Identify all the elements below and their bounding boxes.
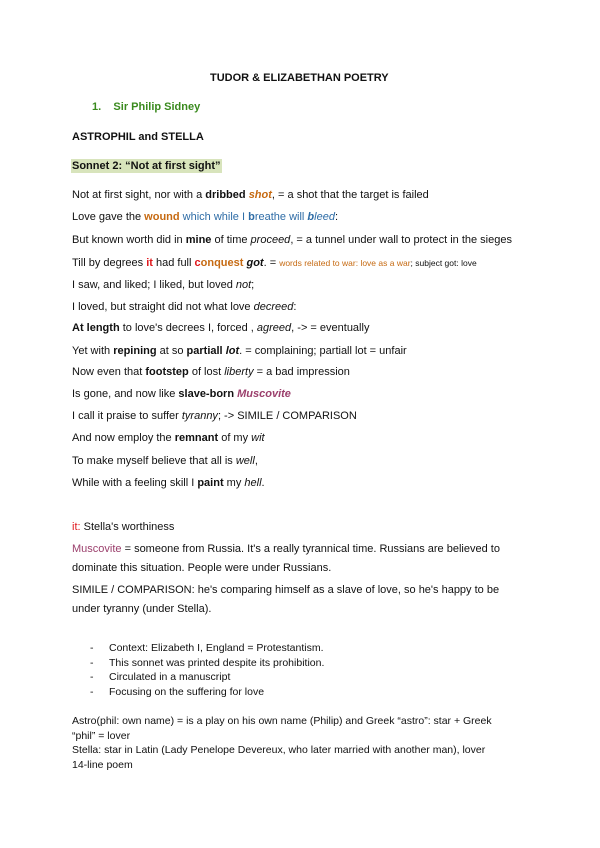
footer-line: 14-line poem (72, 758, 133, 771)
keyword: decreed (253, 301, 294, 313)
text: . (261, 477, 265, 489)
keyword: paint (197, 477, 224, 489)
text: Not at first sight, nor with a (72, 189, 206, 201)
text: Love gave the (72, 211, 145, 223)
note: , = a shot that the target is failed (271, 189, 429, 201)
poem-line-10 (72, 388, 291, 400)
list-item (90, 685, 324, 700)
sonnet-title: Sonnet 2: “Not at first sight” (72, 160, 221, 172)
note-term: it: (72, 521, 81, 533)
poem-line-14 (72, 477, 265, 489)
text: While with a feeling skill I (72, 477, 198, 489)
note: words related to war: love as a war (279, 258, 411, 268)
text: to love's decrees I, forced , (119, 322, 257, 334)
text: Till by degrees (72, 257, 147, 269)
text: . = (263, 257, 280, 269)
text: Yet with (72, 345, 114, 357)
text: : (334, 211, 338, 223)
text: To make myself believe that all is (72, 455, 236, 467)
text: leed (314, 211, 335, 223)
bullet-text: This sonnet was printed despite its prohibition. (109, 656, 325, 669)
poem-line-9 (72, 366, 350, 378)
note-it (72, 521, 174, 533)
note: , = a tunnel under wall to protect in the sieges (290, 234, 512, 246)
text: I saw, and liked; I liked, but loved (72, 279, 236, 291)
note-muscovite (72, 543, 500, 555)
note-simile: SIMILE / COMPARISON: he's comparing himself as a slave of love, so he's happy to be (72, 584, 500, 596)
text: of lost (188, 366, 225, 378)
poem-line-7 (72, 322, 369, 334)
keyword: wit (251, 432, 265, 444)
list-item (90, 656, 324, 671)
footer-line: Astro(phil: own name) = is a play on his own name (Philip) and Greek “astro”: star + Greek (72, 715, 492, 727)
keyword: onquest (200, 257, 247, 269)
alliteration: b (248, 211, 255, 223)
note-term: Muscovite (72, 543, 122, 555)
bullet-marker: - (90, 642, 94, 654)
keyword: remnant (174, 432, 219, 444)
poem-line-13 (72, 455, 258, 467)
bullet-text: Focusing on the suffering for love (109, 685, 265, 698)
poem-line-4 (72, 257, 477, 269)
text: I call it praise to suffer (72, 410, 182, 422)
keyword: wound (144, 211, 180, 223)
poem-line-2 (72, 211, 338, 223)
text: of my (218, 432, 252, 444)
keyword: dribbed (205, 189, 246, 201)
work-title: ASTROPHIL and STELLA (72, 131, 204, 143)
alliteration: b (307, 211, 315, 223)
bullet-marker: - (90, 671, 94, 683)
keyword: footstep (145, 366, 189, 378)
text: at so (156, 345, 187, 357)
note-definition: = someone from Russia. It's a really tyrannical time. Russians are believed to (121, 543, 500, 555)
keyword: At length (72, 322, 120, 334)
page-title: TUDOR & ELIZABETHAN POETRY (210, 72, 389, 84)
bullet-list (90, 641, 324, 699)
list-item (90, 670, 324, 685)
keyword: proceed (250, 234, 291, 246)
text: my (223, 477, 245, 489)
poem-line-8 (72, 345, 407, 357)
list-item (90, 641, 324, 656)
poem-line-6 (72, 301, 296, 313)
keyword: it (146, 257, 153, 269)
keyword: well (235, 455, 255, 467)
poem-line-5 (72, 279, 254, 291)
text: , (254, 455, 258, 467)
text: had full (152, 257, 195, 269)
keyword: hell (244, 477, 262, 489)
note: ; subject got: love (410, 258, 477, 268)
keyword: repining (113, 345, 157, 357)
keyword: mine (185, 234, 212, 246)
bullet-marker: - (90, 685, 94, 698)
text: : (293, 301, 297, 313)
keyword: tyranny (181, 410, 218, 422)
keyword: c (194, 257, 201, 269)
bullet-text: Context: Elizabeth I, England = Protestantism. (109, 642, 324, 654)
keyword: lot (225, 345, 240, 357)
note-simile-cont: under tyranny (under Stella). (72, 603, 212, 615)
note: . = complaining; partiall lot = unfair (239, 345, 407, 357)
section-heading (92, 101, 200, 113)
text: which while I (179, 211, 249, 223)
keyword: slave-born (178, 388, 235, 400)
keyword: partiall (186, 345, 223, 357)
note-definition: Stella's worthiness (80, 521, 175, 533)
footer-line: “phil” = lover (72, 729, 131, 742)
section-name: Sir Philip Sidney (113, 101, 201, 113)
text: Now even that (72, 366, 146, 378)
poem-line-11 (72, 410, 357, 422)
footer-notes (72, 714, 532, 772)
keyword: agreed (256, 322, 292, 334)
poem-line-3 (72, 234, 512, 246)
section-number: 1. (92, 101, 102, 113)
poem-line-1 (72, 189, 429, 201)
text: reathe will (254, 211, 308, 223)
note: ; -> SIMILE / COMPARISON (217, 410, 357, 422)
bullet-text: Circulated in a manuscript (109, 671, 231, 683)
poem-line-12 (72, 432, 265, 444)
text: of time (211, 234, 251, 246)
note: , -> = eventually (291, 322, 370, 334)
note-muscovite-cont: dominate this situation. People were under Russians. (72, 562, 332, 574)
note: = a bad impression (253, 366, 350, 378)
bullet-marker: - (90, 656, 94, 669)
footer-line: Stella: star in Latin (Lady Penelope Devereux, who later married with another man), lover (72, 744, 486, 756)
text: I loved, but straight did not what love (72, 301, 254, 313)
text: ; (251, 279, 255, 291)
keyword: shot (248, 189, 272, 201)
keyword: got (246, 257, 264, 269)
keyword: Muscovite (237, 388, 291, 400)
text: And now employ the (72, 432, 175, 444)
keyword: not (235, 279, 252, 291)
text: But known worth did in (72, 234, 186, 246)
keyword: liberty (224, 366, 254, 378)
text: Is gone, and now like (72, 388, 179, 400)
